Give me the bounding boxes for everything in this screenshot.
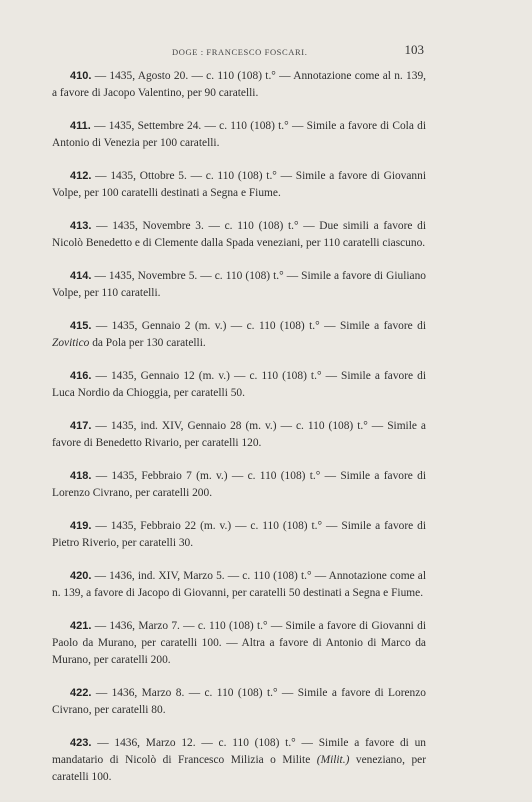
entry-number: 416. [70,370,92,382]
entry-411 [52,118,426,152]
entry-text: — 1436, Marzo 7. — c. 110 (108) t.° — Simile a favore di Giovanni di Paolo da Murano, per caratelli 100. — Altra a favore di Antonio di Marco da Murano, per caratelli 200. [52,620,426,666]
entry-text: — 1435, Febbraio 7 (m. v.) — c. 110 (108) t.° — Simile a favore di Lorenzo Civrano, per caratelli 200. [52,470,426,499]
entry-list [52,68,426,802]
entry-number: 415. [70,320,92,332]
entry-421 [52,618,426,669]
page-number: 103 [404,42,424,57]
entry-416 [52,368,426,402]
entry-text: — 1435, Gennaio 2 (m. v.) — c. 110 (108) t.° — Simile a favore di [91,320,426,332]
entry-number: 423. [70,737,92,749]
entry-text: veneziano, per caratelli 100. [52,754,426,783]
entry-number: 419. [70,520,92,532]
entry-text: — 1435, Settembre 24. — c. 110 (108) t.° — Simile a favore di Cola di Antonio di Venezia per 100 caratelli. [52,120,426,149]
entry-419 [52,518,426,552]
entry-text: — 1435, Novembre 3. — c. 110 (108) t.° — Due simili a favore di Nicolò Benedetto e di Clemente dalla Spada veneziani, per 110 caratelli ciascuno. [52,220,426,249]
entry-422 [52,685,426,719]
entry-420 [52,568,426,602]
entry-412 [52,168,426,202]
entry-text: — 1435, Gennaio 12 (m. v.) — c. 110 (108) t.° — Simile a favore di Luca Nordio da Chioggia, per caratelli 50. [52,370,426,399]
entry-number: 420. [70,570,92,582]
entry-415 [52,318,426,352]
entry-text: — 1435, Ottobre 5. — c. 110 (108) t.° — Simile a favore di Giovanni Volpe, per 100 caratelli destinati a Segna e Fiume. [52,170,426,199]
entry-text: — 1436, Marzo 12. — c. 110 (108) t.° — Simile a favore di un mandatario di Nicolò di Francesco Milizia o Milite [52,737,426,766]
entry-417 [52,418,426,452]
entry-418 [52,468,426,502]
entry-number: 412. [70,170,92,182]
entry-number: 413. [70,220,92,232]
page-header [52,42,424,60]
entry-413 [52,218,426,252]
entry-text: — 1436, ind. XIV, Marzo 5. — c. 110 (108) t.° — Annotazione come al n. 139, a favore di Jacopo di Giovanni, per caratelli 50 destinati a Segna e Fiume. [52,570,426,599]
entry-number: 410. [70,70,92,82]
entry-text: — 1435, Novembre 5. — c. 110 (108) t.° — Simile a favore di Giuliano Volpe, per 110 caratelli. [52,270,426,299]
entry-423 [52,735,426,786]
entry-text: — 1435, Agosto 20. — c. 110 (108) t.° — Annotazione come al n. 139, a favore di Jacopo Valentino, per 90 caratelli. [52,70,426,99]
entry-text: — 1435, ind. XIV, Gennaio 28 (m. v.) — c. 110 (108) t.° — Simile a favore di Benedetto Rivario, per caratelli 120. [52,420,426,449]
entry-text: — 1435, Febbraio 22 (m. v.) — c. 110 (108) t.° — Simile a favore di Pietro Riverio, per caratelli 30. [52,520,426,549]
entry-number: 414. [70,270,92,282]
entry-text-italic: Zovitico [52,337,90,349]
entry-410 [52,68,426,102]
entry-text: — 1436, Marzo 8. — c. 110 (108) t.° — Simile a favore di Lorenzo Civrano, per caratelli 80. [52,687,426,716]
entry-number: 411. [70,120,91,132]
entry-number: 417. [70,420,92,432]
entry-text: da Pola per 130 caratelli. [89,337,206,349]
entry-number: 421. [70,620,92,632]
entry-text-italic: (Milit.) [316,754,350,766]
running-head: DOGE : FRANCESCO FOSCARI. [172,47,308,57]
entry-number: 418. [70,470,92,482]
entry-414 [52,268,426,302]
entry-number: 422. [70,687,92,699]
